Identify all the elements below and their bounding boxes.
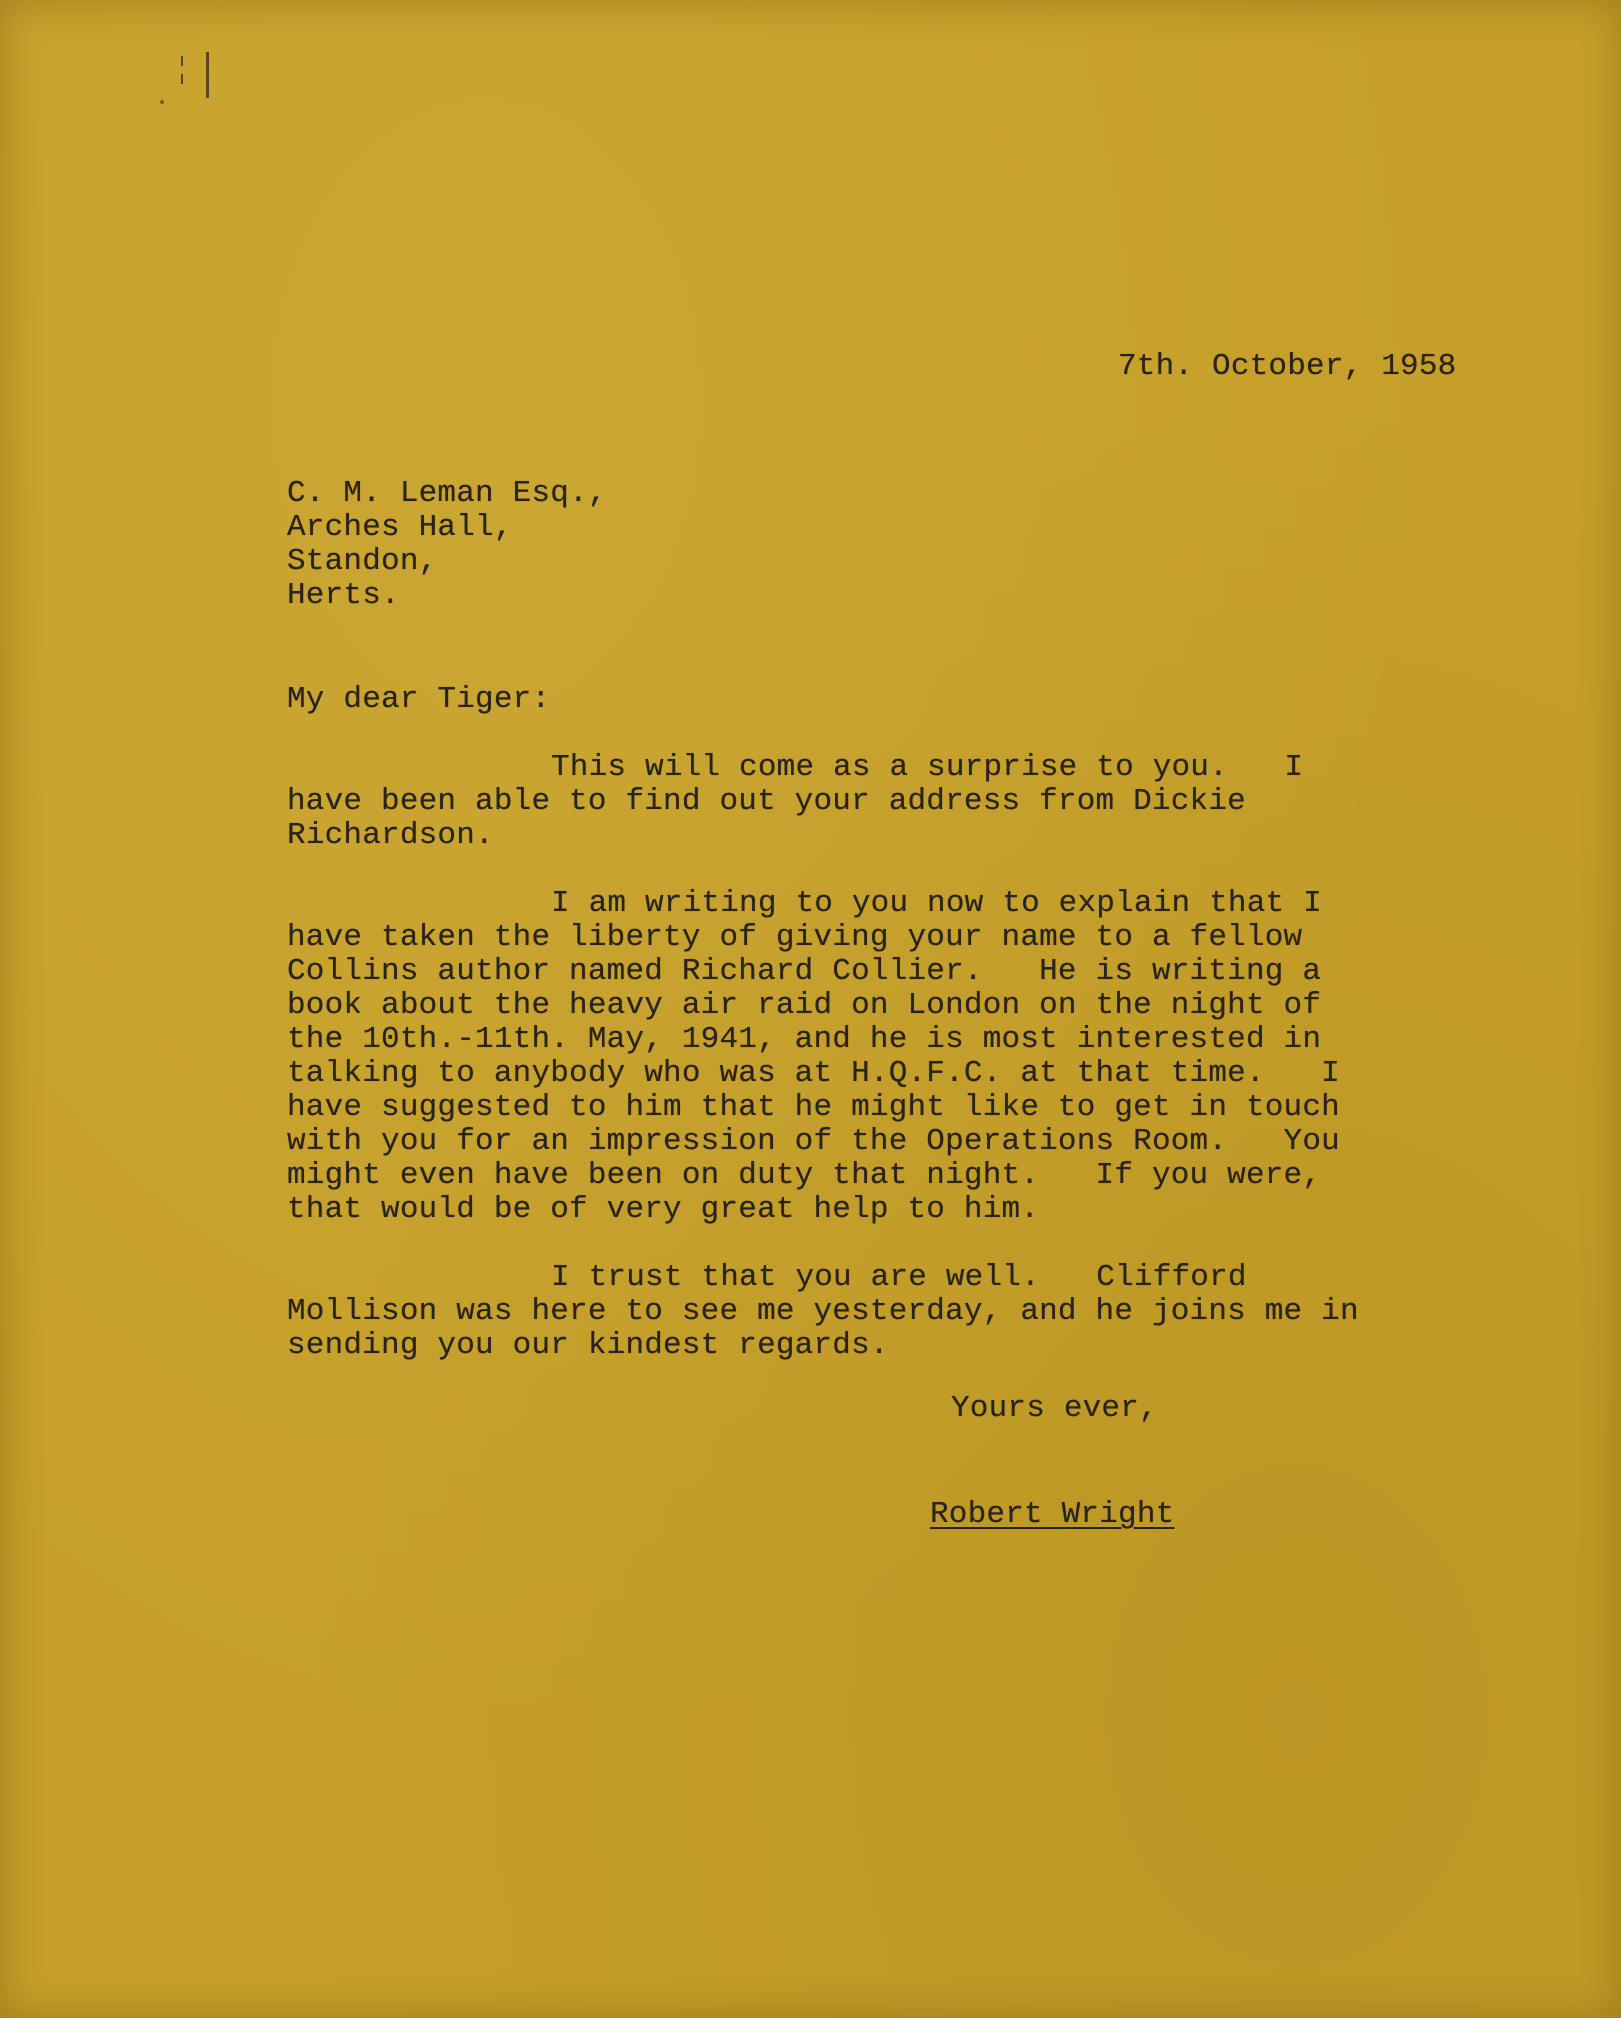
paragraph-line: the 10th.-11th. May, 1941, and he is most interested in xyxy=(287,1022,1322,1057)
paragraph-line: might even have been on duty that night. If you were, xyxy=(287,1158,1322,1193)
paragraph-line: sending you our kindest regards. xyxy=(287,1328,889,1363)
margin-mark xyxy=(181,56,183,66)
address-line: Herts. xyxy=(287,578,400,613)
address-line: C. M. Leman Esq., xyxy=(287,476,607,511)
paragraph-line: talking to anybody who was at H.Q.F.C. at that time. I xyxy=(287,1056,1340,1091)
paragraph-line: that would be of very great help to him. xyxy=(287,1192,1040,1227)
paragraph-line: have been able to find out your address from Dickie xyxy=(287,784,1246,819)
margin-mark xyxy=(206,52,209,98)
margin-dot xyxy=(160,100,164,104)
paragraph-line: book about the heavy air raid on London on the night of xyxy=(287,988,1322,1023)
paragraph-line: with you for an impression of the Operations Room. You xyxy=(287,1124,1340,1159)
paragraph-line: Mollison was here to see me yesterday, and he joins me in xyxy=(287,1294,1359,1329)
paragraph-line: This will come as a surprise to you. I xyxy=(551,750,1304,785)
paragraph-line: I am writing to you now to explain that I xyxy=(551,886,1322,921)
paragraph-line: have taken the liberty of giving your name to a fellow xyxy=(287,920,1303,955)
paragraph-line: have suggested to him that he might like to get in touch xyxy=(287,1090,1340,1125)
letter-date: 7th. October, 1958 xyxy=(1118,349,1457,384)
signature-name: Robert Wright xyxy=(930,1497,1175,1532)
paragraph-line: Collins author named Richard Collier. He is writing a xyxy=(287,954,1322,989)
closing: Yours ever, xyxy=(951,1391,1158,1426)
salutation: My dear Tiger: xyxy=(287,682,551,717)
address-line: Standon, xyxy=(287,544,438,579)
address-line: Arches Hall, xyxy=(287,510,513,545)
paragraph-line: Richardson. xyxy=(287,818,494,853)
margin-mark xyxy=(181,74,183,84)
paragraph-line: I trust that you are well. Clifford xyxy=(551,1260,1247,1295)
